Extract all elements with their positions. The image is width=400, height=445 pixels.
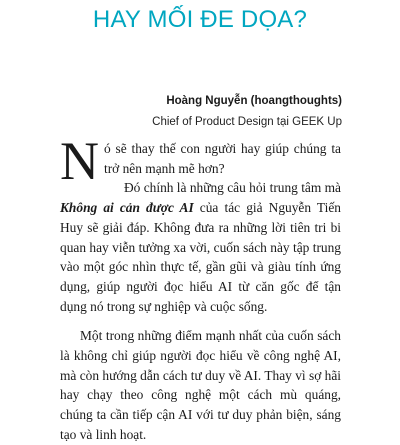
paragraph-2 bbox=[60, 178, 341, 316]
paragraph-1-text: ó sẽ thay thế con người hay giúp chúng ta trở nên mạnh mẽ hơn? bbox=[104, 141, 341, 176]
author-role: Chief of Product Design tại GEEK Up bbox=[152, 116, 342, 128]
page-title: HAY MỐI ĐE DỌA? bbox=[92, 6, 308, 33]
author-name: Hoàng Nguyễn (hoangthoughts) bbox=[166, 95, 342, 107]
paragraph-2-text-after: của tác giả Nguyễn Tiến Huy sẽ giải đáp. Không đưa ra những lời tiên tri bi quan hay viễn tưởng xa vời, cuốn sách này tập trung vào một góc nhìn thực tế, gần gũi và giàu tính ứng dụng, giúp người đọc hiểu AI từ căn gốc để tận dụng nó trong sự nghiệp và cuộc sống. bbox=[60, 200, 341, 314]
drop-cap: N bbox=[60, 131, 99, 191]
author-block bbox=[152, 94, 342, 130]
body-text bbox=[60, 131, 341, 445]
paragraph-3 bbox=[60, 326, 341, 444]
paragraph-3-text: Một trong những điểm mạnh nhất của cuốn sách là không chỉ giúp người đọc hiểu về công nghệ AI, mà còn hướng dẫn cách tư duy về AI. Thay vì sợ hãi hay chạy theo công nghệ một cách mù quáng, chúng ta cần tiếp cận AI với tư duy phản biện, sáng tạo và linh hoạt. bbox=[60, 328, 341, 442]
paragraph-2-text-before: Đó chính là những câu hỏi trung tâm mà bbox=[124, 180, 341, 196]
book-title: Không ai cản được AI bbox=[60, 200, 194, 216]
